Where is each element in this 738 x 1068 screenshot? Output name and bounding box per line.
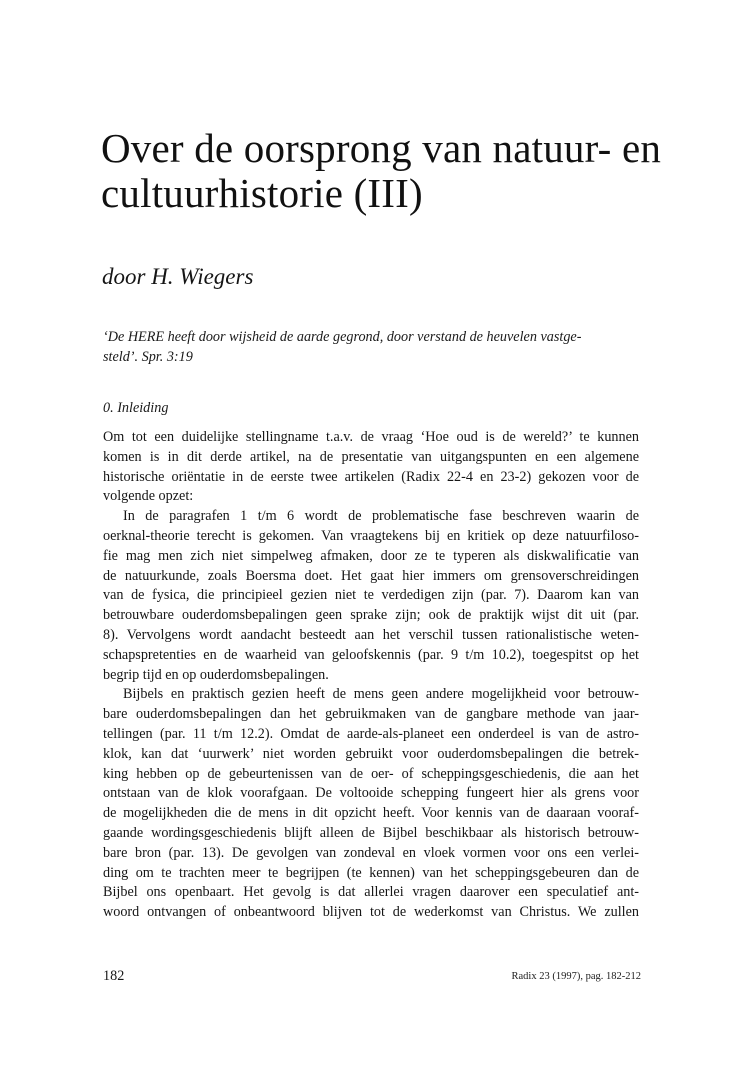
body-line: oerknal-theorie terecht is gekomen. Van vraagtekens bij en kritiek op deze natuurfiloso- bbox=[103, 527, 639, 544]
body-line: van de fysica, die principieel gezien niet te verdedigen zijn (par. 7). Daarom kan van bbox=[103, 587, 639, 604]
body-line: begrip tijd en op ouderdomsbepalingen. bbox=[103, 666, 329, 683]
body-line: woord ontvangen of onbeantwoord blijven tot de wederkomst van Christus. We zullen bbox=[103, 904, 639, 921]
epigraph bbox=[103, 327, 639, 367]
body-line: Bijbels en praktisch gezien heeft de mens geen andere mogelijkheid voor betrouw- bbox=[123, 686, 639, 703]
epigraph-line: steld’. Spr. 3:19 bbox=[103, 349, 193, 365]
body-line: In de paragrafen 1 t/m 6 wordt de problematische fase beschreven waarin de bbox=[123, 508, 639, 525]
body-line: klok, kan dat ‘uurwerk’ niet worden gebruikt voor ouderdomsbepalingen die betrek- bbox=[103, 745, 639, 762]
article-title-line: Over de oorsprong van natuur- en bbox=[101, 125, 662, 171]
article-author: door H. Wiegers bbox=[102, 264, 254, 289]
body-line: historische oriëntatie in de eerste twee artikelen (Radix 22-4 en 23-2) gekozen voor de bbox=[103, 468, 639, 485]
body-line: king hebben op de gebeurtenissen van de oer- of scheppingsgeschiedenis, die aan het bbox=[103, 765, 639, 782]
article-title bbox=[101, 126, 661, 216]
journal-citation: Radix 23 (1997), pag. 182-212 bbox=[511, 971, 641, 982]
body-line: 8). Vervolgens wordt aandacht besteedt aan het verschil tussen rationalistische weten- bbox=[103, 626, 639, 643]
body-line: bare bron (par. 13). De gevolgen van zondeval en vloek vormen voor ons een verlei- bbox=[103, 844, 639, 861]
body-line: ontstaan van de klok voorafgaan. De voltooide schepping fungeert hier als grens voor bbox=[103, 785, 639, 802]
body-line: Bijbel ons openbaart. Het gevolg is dat allerlei vragen daarover een speculatief ant- bbox=[103, 884, 639, 901]
body-line: fie mag men zich niet simpelweg afmaken, door ze te typeren als diskwalificatie van bbox=[103, 547, 639, 564]
body-line: schapspretenties en de waarheid van geloofskennis (par. 9 t/m 10.2), toegespitst op het bbox=[103, 646, 639, 663]
page-number: 182 bbox=[103, 968, 125, 984]
body-line: komen is in dit derde artikel, na de presentatie van uitgangspunten en een algemene bbox=[103, 448, 639, 465]
body-line: betrouwbare ouderdomsbepalingen geen sprake zijn; ook de praktijk wijst dit uit (par. bbox=[103, 607, 639, 624]
body-text bbox=[103, 428, 639, 923]
article-title-line: cultuurhistorie (III) bbox=[101, 170, 423, 216]
body-line: ding om te trachten meer te begrijpen (te kennen) van het scheppingsgebeuren dan de bbox=[103, 864, 639, 881]
body-line: volgende opzet: bbox=[103, 488, 194, 505]
body-line: Om tot een duidelijke stellingname t.a.v. de vraag ‘Hoe oud is de wereld?’ te kunnen bbox=[103, 429, 639, 445]
body-line: de mogelijkheden die de mens in dit opzicht heeft. Voor kennis van de daaraan vooraf- bbox=[103, 805, 639, 822]
epigraph-line: ‘De HERE heeft door wijsheid de aarde gegrond, door verstand de heuvelen vastge- bbox=[103, 329, 582, 345]
body-line: tellingen (par. 11 t/m 12.2). Omdat de aarde-als-planeet een onderdeel is van de astro- bbox=[103, 725, 639, 742]
body-line: gaande wordingsgeschiedenis blijft alleen de Bijbel beschikbaar als historisch betrouw- bbox=[103, 824, 639, 841]
section-heading: 0. Inleiding bbox=[103, 400, 169, 416]
body-line: bare ouderdomsbepalingen dan het gebruikmaken van de gangbare methode van jaar- bbox=[103, 706, 639, 723]
body-line: de natuurkunde, zoals Boersma doet. Het gaat hier immers om grensoverschreidingen bbox=[103, 567, 639, 584]
